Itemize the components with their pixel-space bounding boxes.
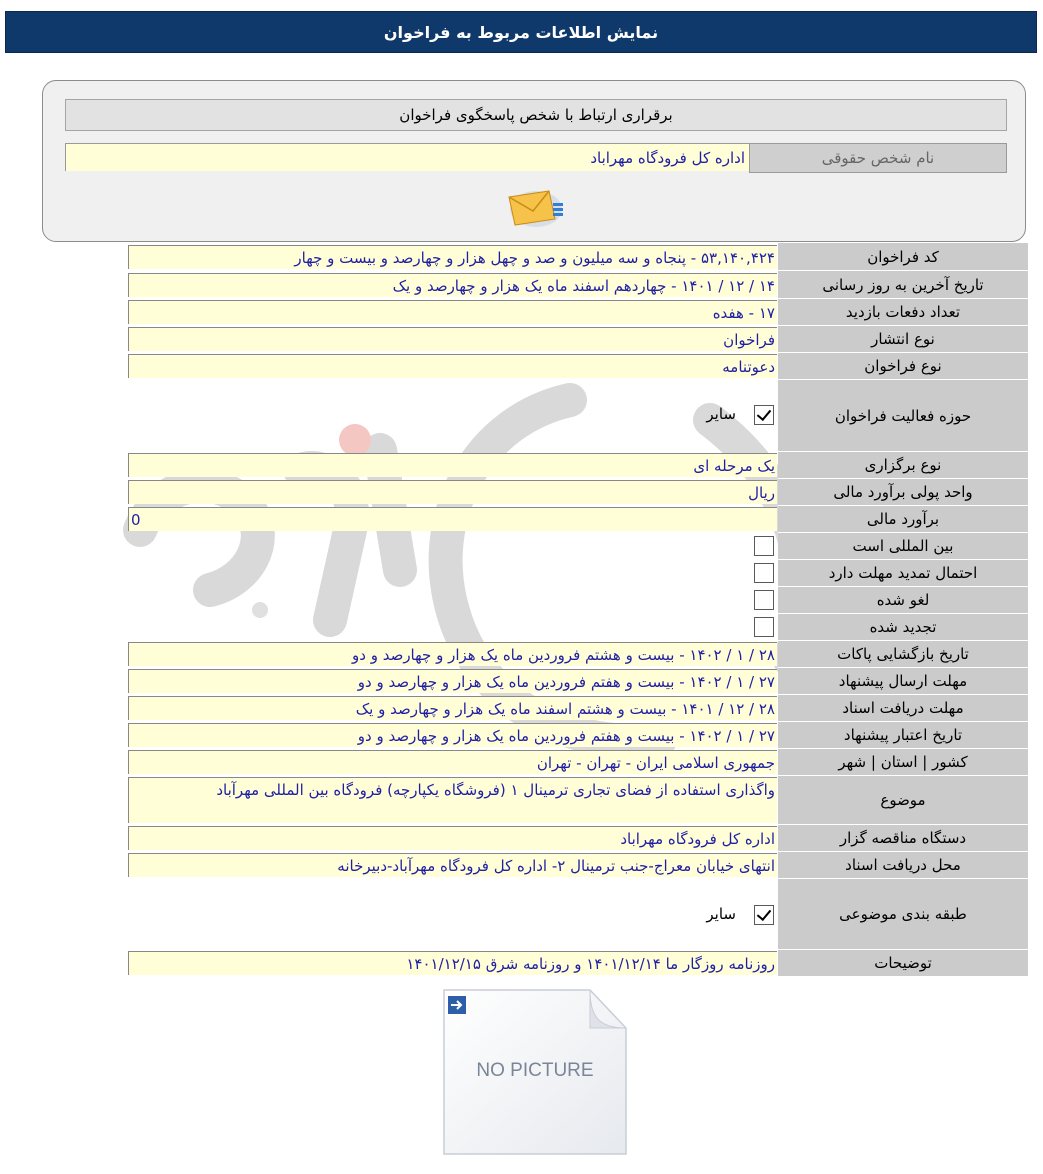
value-notes: روزنامه روزگار ما ۱۴۰۱/۱۲/۱۴ و روزنامه شرق ۱۴۰۱/۱۲/۱۵ [128, 951, 777, 975]
renewed-checkbox[interactable] [754, 617, 774, 637]
extend-checkbox[interactable] [754, 563, 774, 583]
cancelled-checkbox[interactable] [754, 590, 774, 610]
activity-option-label: سایر [706, 405, 736, 423]
label-cancelled: لغو شده [778, 587, 1028, 614]
label-agency: دستگاه مناقصه گزار [778, 825, 1028, 852]
label-estimate: برآورد مالی [778, 506, 1028, 533]
contact-label: نام شخص حقوقی [749, 143, 1007, 173]
value-currency: ریال [128, 480, 777, 504]
value-estimate: 0 [128, 507, 777, 531]
contact-panel [42, 80, 1026, 242]
category-option-label: سایر [706, 905, 736, 923]
label-extend: احتمال تمدید مهلت دارد [778, 560, 1028, 587]
value-validity: ۲۷ / ۱ / ۱۴۰۲ - بیست و هفتم فروردین ماه یک هزار و چهارصد و دو [128, 723, 777, 747]
page-header: نمایش اطلاعات مربوط به فراخوان [5, 11, 1037, 53]
label-hold-type: نوع برگزاری [778, 452, 1028, 479]
label-last-update: تاریخ آخرین به روز رسانی [778, 271, 1028, 299]
intl-checkbox[interactable] [754, 536, 774, 556]
label-renewed: تجدید شده [778, 614, 1028, 641]
label-intl: بین المللی است [778, 533, 1028, 560]
value-subject: واگذاری استفاده از فضای تجاری ترمینال ۱ (فروشگاه یکپارچه) فرودگاه بین المللی مهرآباد [128, 777, 777, 823]
activity-checkbox[interactable] [754, 405, 774, 425]
contact-value: اداره کل فرودگاه مهراباد [65, 143, 749, 171]
label-validity: تاریخ اعتبار پیشنهاد [778, 722, 1028, 749]
label-docs-place: محل دریافت اسناد [778, 852, 1028, 879]
value-hold-type: یک مرحله ای [128, 453, 777, 477]
label-visits: تعداد دفعات بازدید [778, 299, 1028, 326]
category-checkbox[interactable] [754, 905, 774, 925]
no-picture-image [440, 988, 630, 1158]
value-docs-deadline: ۲۸ / ۱۲ / ۱۴۰۱ - بیست و هشتم اسفند ماه یک هزار و چهارصد و یک [128, 696, 777, 720]
value-visits: ۱۷ - هفده [128, 300, 777, 324]
value-opening: ۲۸ / ۱ / ۱۴۰۲ - بیست و هشتم فروردین ماه یک هزار و چهارصد و دو [128, 642, 777, 666]
label-location: کشور | استان | شهر [778, 749, 1028, 776]
envelope-icon[interactable] [505, 185, 567, 229]
label-currency: واحد پولی برآورد مالی [778, 479, 1028, 506]
no-picture-text: NO PICTURE [476, 1060, 594, 1081]
label-notes: توضیحات [778, 950, 1028, 977]
value-agency: اداره کل فرودگاه مهراباد [128, 826, 777, 850]
label-subject: موضوع [778, 776, 1028, 825]
value-docs-place: انتهای خیابان معراج-جنب ترمینال ۲- اداره کل فرودگاه مهرآباد-دبیرخانه [128, 853, 777, 877]
contact-row [65, 143, 1007, 173]
value-call-type: دعوتنامه [128, 354, 777, 378]
label-docs-deadline: مهلت دریافت اسناد [778, 695, 1028, 722]
value-code: ۵۳,۱۴۰,۴۲۴ - پنجاه و سه میلیون و صد و چهل هزار و چهارصد و بیست و چهار [128, 245, 777, 269]
label-code: کد فراخوان [778, 243, 1028, 271]
label-call-type: نوع فراخوان [778, 353, 1028, 380]
label-opening: تاریخ بازگشایی پاکات [778, 641, 1028, 668]
label-category: طبقه بندی موضوعی [778, 879, 1028, 950]
value-location: جمهوری اسلامی ایران - تهران - تهران [128, 750, 777, 774]
value-last-update: ۱۴ / ۱۲ / ۱۴۰۱ - چهاردهم اسفند ماه یک هزار و چهارصد و یک [128, 273, 777, 297]
label-submit: مهلت ارسال پیشنهاد [778, 668, 1028, 695]
value-pub-type: فراخوان [128, 327, 777, 351]
label-pub-type: نوع انتشار [778, 326, 1028, 353]
contact-title: برقراری ارتباط با شخص پاسخگوی فراخوان [65, 99, 1007, 131]
label-activity: حوزه فعالیت فراخوان [778, 380, 1028, 452]
value-submit: ۲۷ / ۱ / ۱۴۰۲ - بیست و هفتم فروردین ماه یک هزار و چهارصد و دو [128, 669, 777, 693]
